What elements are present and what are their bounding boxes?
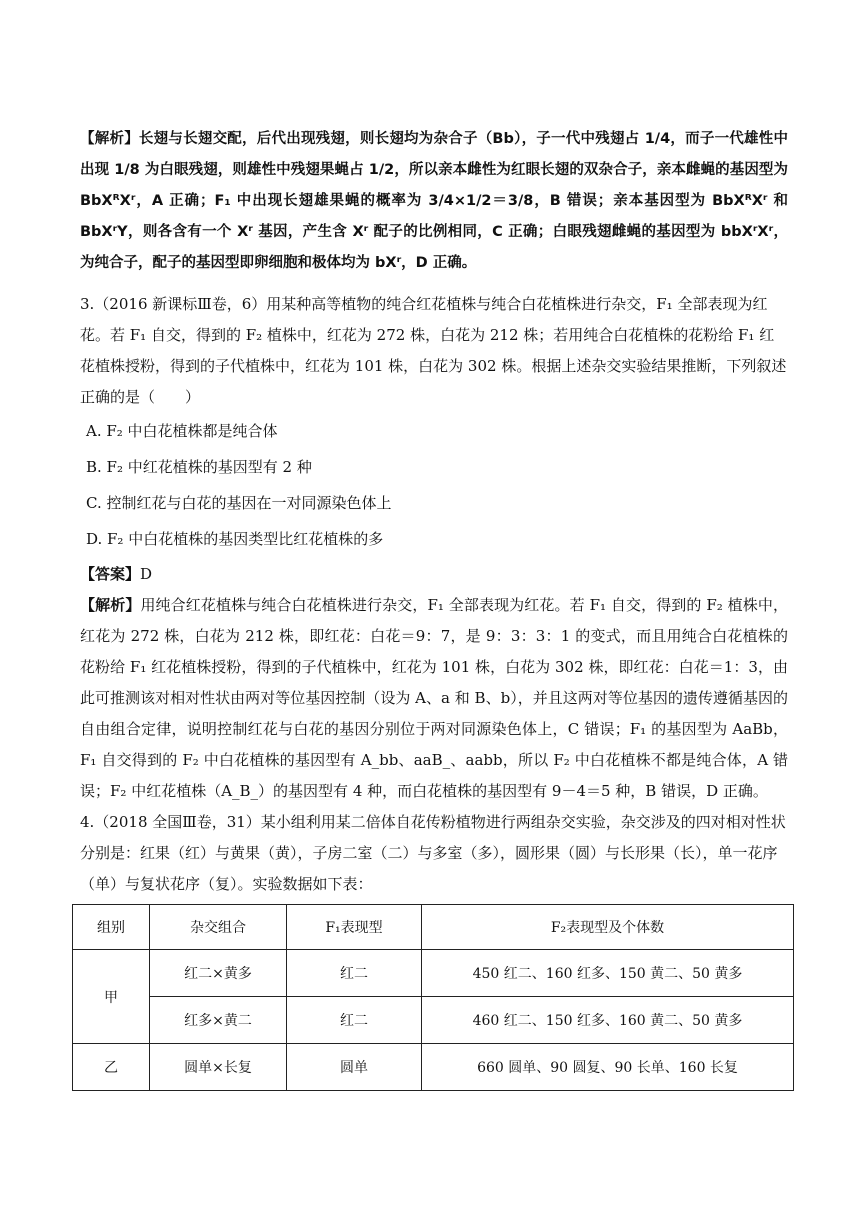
header-cross: 杂交组合 — [150, 905, 287, 950]
question-3-option-d: D. F₂ 中白花植株的基因类型比红花植株的多 — [86, 530, 384, 548]
analysis-paragraph-q2 — [80, 124, 788, 279]
header-f1: F₁表现型 — [287, 905, 422, 950]
f1-cell: 圆单 — [287, 1044, 422, 1091]
table-row — [73, 997, 794, 1044]
f1-cell: 红二 — [287, 950, 422, 997]
table-header-row — [73, 905, 794, 950]
analysis-text: 用纯合红花植株与纯合白花植株进行杂交，F₁ 全部表现为红花。若 F₁ 自交，得到的 F₂ 植株中，红花为 272 株，白花为 212 株，即红花：白花＝9：7，是 9：3：3：1 的变式，而且用纯合白花植株的花粉给 F₁ 红花植株授粉，得到的子代植株中，红花为 101 株，白花为 302 株，即红花：白花＝1：3，由此可推测该对相对性状由两对等位基因控制（设为 A、a 和 B、b），并且这两对等位基因的遗传遵循基因的自由组合定律，说明控制红花与白花的基因分别位于两对同源染色体上，C 错误；F₁ 的基因型为 AaBb，F₁ 自交得到的 F₂ 中白花植株的基因型有 A_bb、aaB_、aabb，所以 F₂ 中白花植株不都是纯合体，A 错误；F₂ 中红花植株（A_B_）的基因型有 4 种，而白花植株的基因型有 9－4＝5 种，B 错误，D 正确。 — [80, 596, 788, 800]
question-3-stem: 3.（2016 新课标Ⅲ卷，6）用某种高等植物的纯合红花植株与纯合白花植株进行杂交，F₁ 全部表现为红花。若 F₁ 自交，得到的 F₂ 植株中，红花为 272 株，白花为 212 株；若用纯合白花植株的花粉给 F₁ 红花植株授粉，得到的子代植株中，红花为 101 株，白花为 302 株。根据上述杂交实验结果推断，下列叙述正确的是（ ） — [80, 295, 787, 406]
analysis-tag: 【解析】 — [80, 596, 141, 614]
experiment-table — [72, 904, 794, 1091]
table-row — [73, 1044, 794, 1091]
table-row — [73, 950, 794, 997]
group-cell: 乙 — [73, 1044, 150, 1091]
document-content — [80, 124, 788, 1091]
cross-cell: 圆单×长复 — [150, 1044, 287, 1091]
f2-cell: 450 红二、160 红多、150 黄二、50 黄多 — [422, 950, 794, 997]
question-3-option-c: C. 控制红花与白花的基因在一对同源染色体上 — [86, 494, 392, 512]
group-cell: 甲 — [73, 950, 150, 1044]
answer-tag: 【答案】 — [80, 565, 141, 583]
cross-cell: 红多×黄二 — [150, 997, 287, 1044]
f1-cell: 红二 — [287, 997, 422, 1044]
cross-cell: 红二×黄多 — [150, 950, 287, 997]
header-group: 组别 — [73, 905, 150, 950]
question-3-analysis — [80, 590, 788, 807]
answer-value: D — [140, 565, 153, 583]
f2-cell: 660 圆单、90 圆复、90 长单、160 长复 — [422, 1044, 794, 1091]
analysis-text: 长翅与长翅交配，后代出现残翅，则长翅均为杂合子（Bb），子一代中残翅占 1/4，而子一代雄性中出现 1/8 为白眼残翅，则雄性中残翅果蝇占 1/2，所以亲本雌性为红眼长翅的双杂合子，亲本雌蝇的基因型为 BbXᴿXʳ，A 正确；F₁ 中出现长翅雄果蝇的概率为 3/4×1/2＝3/8，B 错误；亲本基因型为 BbXᴿXʳ 和 BbXʳY，则各含有一个 Xʳ 基因，产生含 Xʳ 配子的比例相同，C 正确；白眼残翅雌蝇的基因型为 bbXʳXʳ，为纯合子，配子的基因型即卵细胞和极体均为 bXʳ，D 正确。 — [80, 131, 788, 271]
question-3-option-a: A. F₂ 中白花植株都是纯合体 — [86, 422, 278, 440]
analysis-tag: 【解析】 — [80, 131, 139, 147]
header-f2: F₂表现型及个体数 — [422, 905, 794, 950]
question-4-stem: 4.（2018 全国Ⅲ卷，31）某小组利用某二倍体自花传粉植物进行两组杂交实验，杂交涉及的四对相对性状分别是：红果（红）与黄果（黄），子房二室（二）与多室（多），圆形果（圆）与长形果（长），单一花序（单）与复状花序（复）。实验数据如下表： — [80, 813, 786, 893]
question-3-answer — [80, 559, 788, 590]
question-3-option-b: B. F₂ 中红花植株的基因型有 2 种 — [86, 458, 312, 476]
f2-cell: 460 红二、150 红多、160 黄二、50 黄多 — [422, 997, 794, 1044]
